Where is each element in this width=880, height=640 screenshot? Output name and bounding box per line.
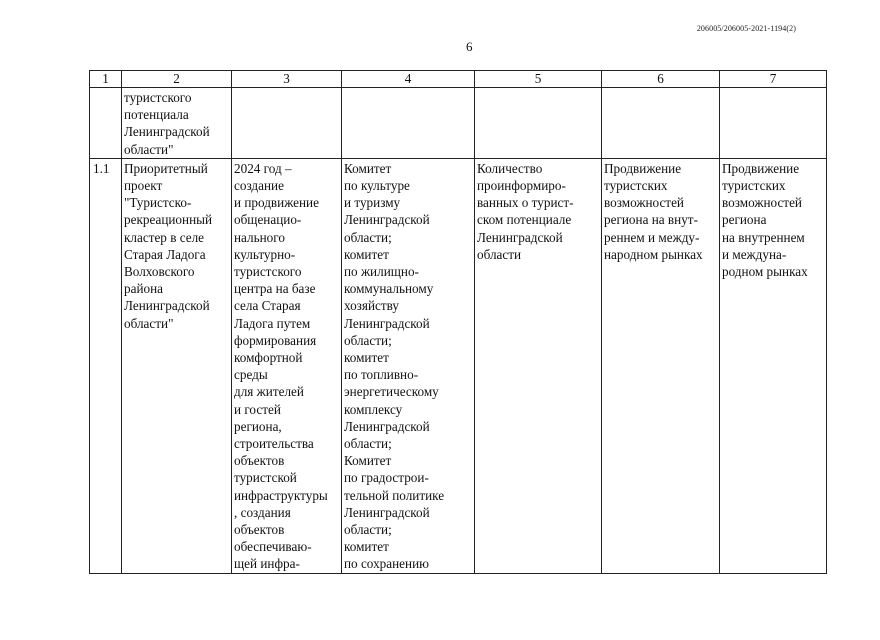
cell-number: 1.1 [90, 158, 122, 573]
cell-number [90, 88, 122, 159]
cell-text-line: и гостей [234, 401, 281, 417]
cell-text-line: возможностей [722, 195, 802, 211]
cell-text-line: возможностей [604, 195, 684, 211]
cell-deadline [232, 158, 342, 573]
header-col-4: 4 [342, 71, 475, 88]
cell-text-line: по градострои- [344, 470, 429, 486]
cell-result [602, 158, 720, 573]
cell-text-line: Комитет [344, 453, 392, 469]
cell-text-line: Ладога путем [234, 315, 311, 331]
cell-text-line: инфраструктуры [234, 487, 328, 503]
cell-text-line: для жителей [234, 384, 304, 400]
cell-text-line: 2024 год – [234, 160, 292, 176]
cell-text-line: , создания [234, 504, 291, 520]
cell-text-line: и туризму [344, 195, 401, 211]
cell-text-line: Приоритетный [124, 160, 208, 176]
cell-text-line: создание [234, 178, 284, 194]
cell-result [602, 88, 720, 159]
cell-text-line: среды [234, 367, 268, 383]
cell-text-line: области; [344, 436, 392, 452]
cell-text-line: проект [124, 178, 163, 194]
cell-responsible [342, 158, 475, 573]
cell-text-line: области [477, 246, 522, 262]
cell-text-line: комитет [344, 246, 389, 262]
cell-name [122, 88, 232, 159]
cell-text-line: по культуре [344, 178, 410, 194]
table-row [90, 158, 827, 573]
cell-text-line: области" [124, 141, 174, 157]
page-number: 6 [466, 39, 473, 54]
cell-text-line: Количество [477, 160, 543, 176]
header-col-1: 1 [90, 71, 122, 88]
cell-text-line: Волховского [124, 264, 195, 280]
cell-text-line: строительства [234, 436, 314, 452]
cell-text-line: Комитет [344, 160, 392, 176]
table-header-row [90, 71, 827, 88]
cell-text-line: щей инфра- [234, 556, 300, 572]
cell-text-line: региона, [234, 418, 282, 434]
cell-text-line: формирования [234, 332, 317, 348]
cell-text-line: общенацио- [234, 212, 302, 228]
cell-text-line: объектов [234, 522, 285, 538]
cell-text-line: региона на внут- [604, 212, 698, 228]
cell-text-line: области; [344, 229, 392, 245]
cell-deadline [232, 88, 342, 159]
cell-text-line: потенциала [124, 107, 189, 123]
cell-text-line: рекреационный [124, 212, 213, 228]
cell-text-line: области" [124, 315, 174, 331]
header-col-7: 7 [720, 71, 827, 88]
cell-text-line: области; [344, 332, 392, 348]
cell-text-line: Ленинградской [124, 124, 210, 140]
cell-text-line: Ленинградской [124, 298, 210, 314]
cell-text-line: Ленинградской [344, 315, 430, 331]
header-col-5: 5 [475, 71, 602, 88]
cell-text-line: обеспечиваю- [234, 539, 312, 555]
cell-text-line: области; [344, 522, 392, 538]
cell-text-line: туристского [234, 264, 302, 280]
cell-text-line: по сохранению [344, 556, 429, 572]
cell-indicator [475, 88, 602, 159]
cell-text-line: Ленинградской [477, 229, 563, 245]
cell-text-line: центра на базе [234, 281, 316, 297]
cell-text-line: коммунальному [344, 281, 434, 297]
cell-text-line: на внутреннем [722, 229, 805, 245]
cell-text-line: Продвижение [722, 160, 800, 176]
cell-text-line: реннем и между- [604, 229, 700, 245]
header-col-6: 6 [602, 71, 720, 88]
cell-text-line: "Туристско- [124, 195, 192, 211]
cell-text-line: проинформиро- [477, 178, 566, 194]
cell-text-line: туристской [234, 470, 297, 486]
cell-text-line: туристского [124, 90, 192, 105]
cell-text-line: Ленинградской [344, 212, 430, 228]
cell-text-line: Ленинградской [344, 418, 430, 434]
cell-text-line: села Старая [234, 298, 301, 314]
cell-text-line: родном рынках [722, 264, 808, 280]
cell-text-line: ском потенциале [477, 212, 572, 228]
document-code: 206005/206005-2021-1194(2) [696, 24, 796, 33]
cell-text-line: комплексу [344, 401, 403, 417]
cell-text-line: комфортной [234, 350, 303, 366]
cell-text-line: нального [234, 229, 285, 245]
cell-text-line: народном рынках [604, 246, 703, 262]
cell-text-line: кластер в селе [124, 229, 205, 245]
cell-text-line: тельной политике [344, 487, 445, 503]
cell-text-line: по жилищно- [344, 264, 419, 280]
header-col-2: 2 [122, 71, 232, 88]
cell-text-line: района [124, 281, 164, 297]
cell-text-line: региона [722, 212, 767, 228]
cell-goal [720, 88, 827, 159]
cell-text-line: туристских [722, 178, 786, 194]
continuation-row [90, 88, 827, 159]
cell-text-line: Ленинградской [344, 504, 430, 520]
cell-text-line: и продвижение [234, 195, 319, 211]
cell-name [122, 158, 232, 573]
cell-indicator [475, 158, 602, 573]
cell-text-line: по топливно- [344, 367, 419, 383]
cell-goal [720, 158, 827, 573]
cell-text-line: Продвижение [604, 160, 682, 176]
cell-text-line: и междуна- [722, 246, 787, 262]
cell-text-line: объектов [234, 453, 285, 469]
cell-text-line: комитет [344, 350, 389, 366]
header-col-3: 3 [232, 71, 342, 88]
cell-responsible [342, 88, 475, 159]
cell-text-line: энергетическому [344, 384, 439, 400]
cell-text-line: туристских [604, 178, 668, 194]
cell-text-line: хозяйству [344, 298, 400, 314]
cell-text-line: ванных о турист- [477, 195, 574, 211]
program-table [89, 70, 827, 574]
cell-text-line: комитет [344, 539, 389, 555]
cell-text-line: Старая Ладога [124, 246, 206, 262]
cell-text-line: культурно- [234, 246, 296, 262]
